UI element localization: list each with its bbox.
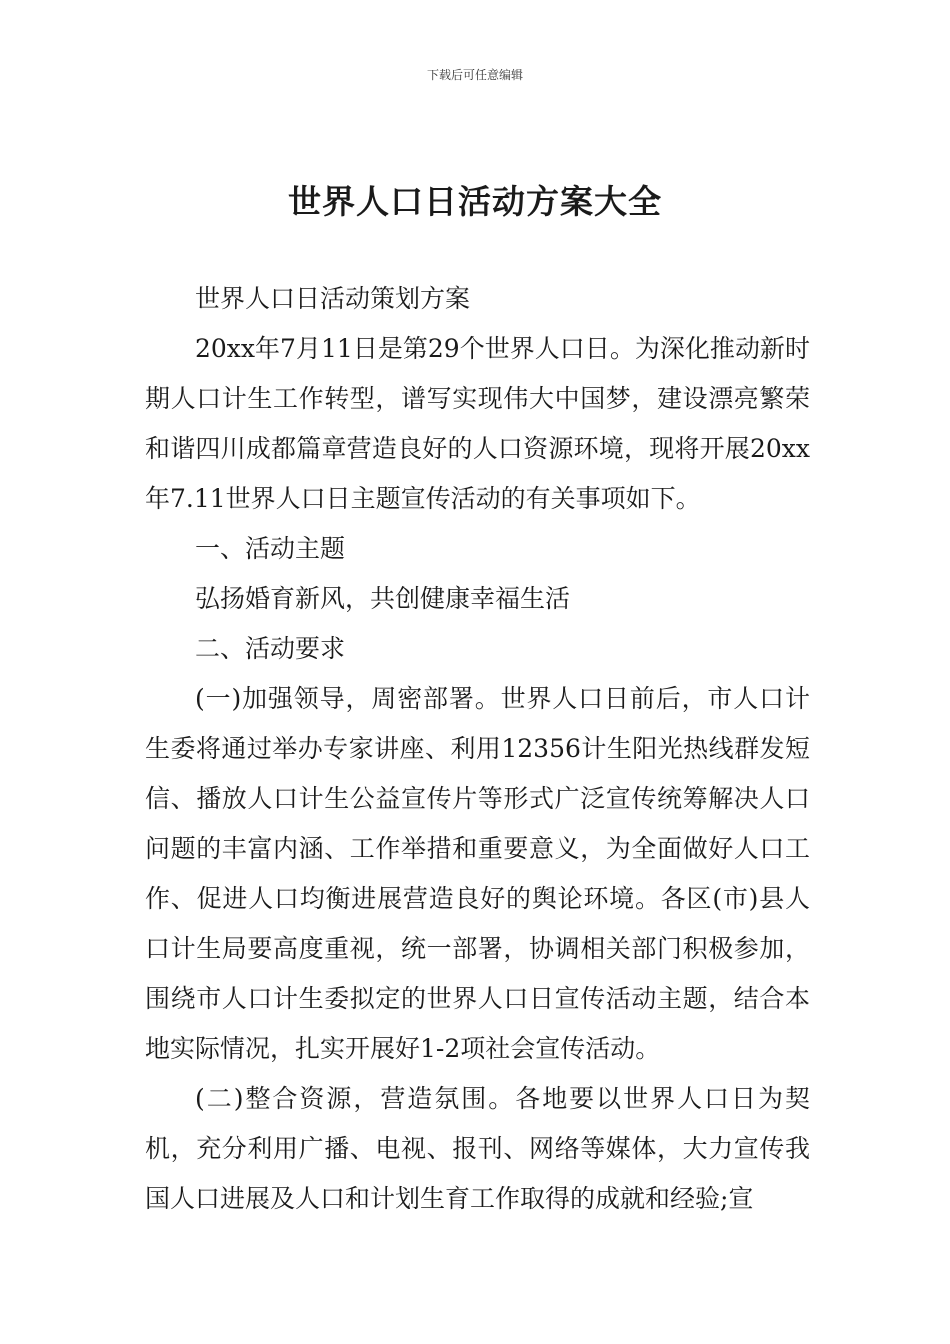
section-heading-theme: 一、活动主题	[195, 534, 346, 563]
paragraph-requirement-2: (二)整合资源，营造氛围。各地要以世界人口日为契机，充分利用广播、电视、报刊、网络等媒体，大力宣传我国人口进展及人口和计划生育工作取得的成就和经验;宣	[145, 1084, 810, 1213]
document-body	[145, 274, 810, 1224]
document-title: 世界人口日活动方案大全	[288, 182, 662, 221]
paragraph-requirement-1: (一)加强领导，周密部署。世界人口日前后，市人口计生委将通过举办专家讲座、利用12356计生阳光热线群发短信、播放人口计生公益宣传片等形式广泛宣传统筹解决人口问题的丰富内涵、工作举措和重要意义，为全面做好人口工作、促进人口均衡进展营造良好的舆论环境。各区(市)县人口计生局要高度重视，统一部署，协调相关部门积极参加，围绕市人口计生委拟定的世界人口日宣传活动主题，结合本地实际情况，扎实开展好1-2项社会宣传活动。	[145, 684, 810, 1063]
header-note: 下载后可任意编辑	[426, 68, 523, 82]
paragraph-theme: 弘扬婚育新风，共创健康幸福生活	[195, 584, 571, 613]
paragraph-intro: 20xx年7月11日是第29个世界人口日。为深化推动新时期人口计生工作转型，谱写实现伟大中国梦，建设漂亮繁荣和谐四川成都篇章营造良好的人口资源环境，现将开展20xx年7.11世界人口日主题宣传活动的有关事项如下。	[145, 334, 810, 513]
section-heading-requirements: 二、活动要求	[195, 634, 346, 663]
paragraph-subtitle: 世界人口日活动策划方案	[195, 284, 471, 313]
